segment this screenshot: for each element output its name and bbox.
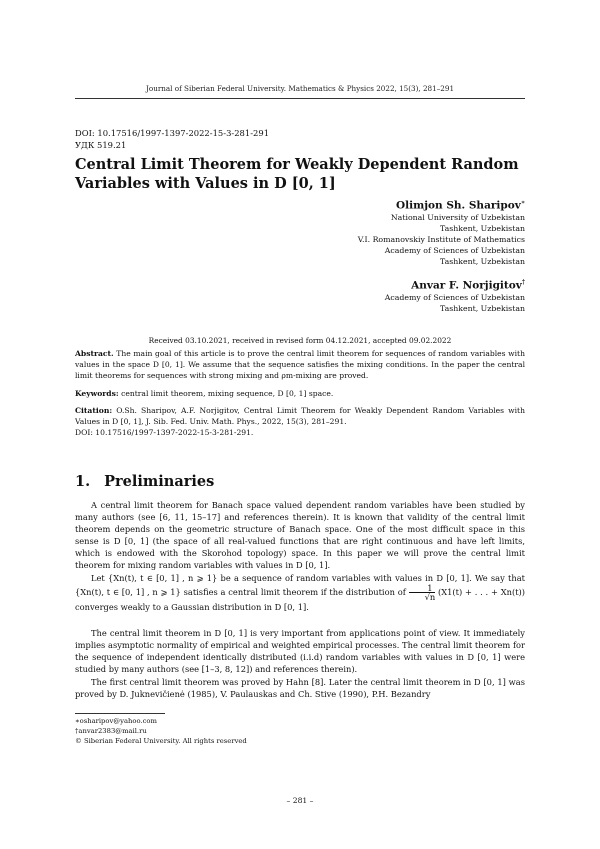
footnote-rule (75, 713, 165, 714)
author-1-affiliation-4: Academy of Sciences of Uzbekistan (384, 245, 525, 255)
paper-title (75, 155, 525, 193)
paragraph-2-continuation: (X1(t) + . . . + Xn(t)) converges weakly to a Gaussian distribution in D [0, 1]. (75, 587, 525, 613)
author-1-affiliation-3: V.I. Romanovskiy Institute of Mathematics (357, 234, 525, 244)
title-line-1: Central Limit Theorem for Weakly Dependent Random (75, 156, 519, 173)
fraction (409, 584, 436, 601)
header-rule (75, 98, 525, 99)
paragraph-2-text: Let {Xn(t), t ∈ [0, 1] , n ⩾ 1} be a sequence of random variables with values in D [0, 1]. We say that {Xn(t), t ∈ [0, 1] , n ⩾ 1} satisfies a central limit theorem if the distribution of (75, 573, 525, 598)
abstract-label: Abstract. (75, 349, 114, 358)
citation (75, 405, 525, 438)
citation-text: O.Sh. Sharipov, A.F. Norjigitov, Central Limit Theorem for Weakly Dependent Random Variables with Values in D [0, 1], J. Sib. Fed. Univ. Math. Phys., 2022, 15(3), 281–291. (75, 406, 525, 426)
fraction-denominator: √n (424, 592, 436, 603)
keywords (75, 388, 525, 399)
keywords-text: central limit theorem, mixing sequence, D [0, 1] space. (121, 389, 334, 398)
author-2-affiliation-1: Academy of Sciences of Uzbekistan (384, 292, 525, 302)
section-heading (75, 473, 214, 490)
title-line-2: Variables with Values in D [0, 1] (75, 175, 336, 192)
received-dates: Received 03.10.2021, received in revised form 04.12.2021, accepted 09.02.2022 (148, 336, 452, 345)
author-1-affiliation-5: Tashkent, Uzbekistan (439, 256, 525, 266)
section-number: 1. (75, 473, 91, 490)
citation-doi: DOI: 10.17516/1997-1397-2022-15-3-281-291. (75, 428, 254, 437)
author-1-block (358, 199, 525, 267)
footnote-copyright: © Siberian Federal University. All rights reserved (75, 737, 247, 745)
journal-header: Journal of Siberian Federal University. Mathematics & Physics 2022, 15(3), 281–291 (145, 84, 455, 93)
author-1-affiliation-2: Tashkent, Uzbekistan (439, 223, 525, 233)
abstract (75, 348, 525, 381)
paragraph-3: The central limit theorem in D [0, 1] is very important from applications point of view. It immediately implies asymptotic normality of empirical and weighted empirical processes. The central limit theorem for the sequence of independent identically distributed (i.i.d) random variables with values in D [0, 1] were studied by many authors (see [1–3, 8, 12]) and references therein). (75, 628, 525, 675)
section-title: Preliminaries (104, 473, 215, 490)
footnote-2: †anvar2383@mail.ru (75, 727, 147, 735)
author-1-affiliation-1: National University of Uzbekistan (390, 212, 525, 222)
doi: DOI: 10.17516/1997-1397-2022-15-3-281-291 (75, 128, 270, 138)
page-number: – 281 – (286, 796, 314, 805)
author-2-block (385, 279, 525, 314)
paragraph-4: The first central limit theorem was proved by Hahn [8]. Later the central limit theorem in D [0, 1] was proved by D. Juknevičienė (1985), V. Paulauskas and Ch. Stive (1990), P.H. Bezandry (75, 677, 525, 700)
paragraph-1: A central limit theorem for Banach space valued dependent random variables have been studied by many authors (see [6, 11, 15–17] and references therein). It is known that validity of the central limit theorem depends on the geometric structure of Banach space. One of the most difficult space in this sense is D [0, 1] (the space of all real-valued functions that are right continuous and have left limits, which is endowed with the Skorohod topology) space. In this paper we will prove the central limit theorem for mixing random variables with values in D [0, 1]. (75, 500, 525, 571)
paragraph-2 (75, 572, 525, 613)
fraction-numerator: 1 (409, 584, 436, 593)
author-2-name: Anvar F. Norjigitov† (411, 279, 525, 292)
author-2-affiliation-2: Tashkent, Uzbekistan (439, 303, 525, 313)
author-1-name: Olimjon Sh. Sharipov∗ (396, 199, 525, 212)
footnote-1: ∗osharipov@yahoo.com (75, 717, 157, 725)
citation-label: Citation: (75, 406, 113, 415)
keywords-label: Keywords: (75, 389, 119, 398)
udc: УДК 519.21 (75, 140, 127, 150)
abstract-text: The main goal of this article is to prove the central limit theorem for sequences of random variables with values in the space D [0, 1]. We assume that the sequence satisfies the mixing conditions. In the paper the central limit theorems for sequences with strong mixing and ρm-mixing are proved. (75, 349, 525, 380)
